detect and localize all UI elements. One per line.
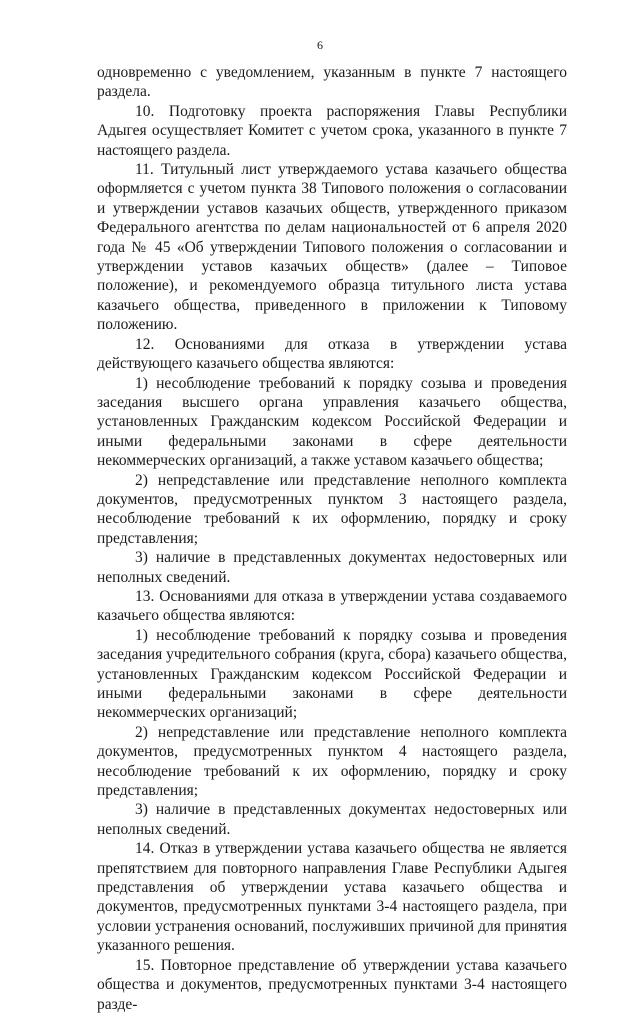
paragraph-item-12-3: 3) наличие в представленных документах недостоверных или неполных сведений. (97, 549, 567, 586)
paragraph-item-11: 11. Титульный лист утверждаемого устава казачьего общества оформляется с учетом пункта 38 Типового положения о согласовании и утверждении уставов казачьих обществ, утвержденного приказом Федерального агентства по делам национальностей от 6 апреля 2020 года № 45 «Об утверждении Типового положения о согласовании и утверждении уставов казачьих обществ» (далее – Типовое положение), и рекомендуемого образца титульного листа устава казачьего общества, приведенного в приложении к Типовому положению. (97, 161, 567, 334)
paragraph-item-10: 10. Подготовку проекта распоряжения Главы Республики Адыгея осуществляет Комитет с учетом срока, указанного в пункте 7 настоящего раздела. (97, 102, 567, 159)
paragraph-continuation: одновременно с уведомлением, указанным в пункте 7 настоящего раздела. (97, 64, 567, 101)
paragraph-item-14: 14. Отказ в утверждении устава казачьего общества не является препятствием для повторного направления Главе Республики Адыгея представления об утверждении устава казачьего общества и документов, предусмотренных пунктами 3-4 настоящего раздела, при условии устранения оснований, послуживших причиной для принятия указанного решения. (97, 840, 567, 955)
paragraph-item-12-2: 2) непредставление или представление неполного комплекта документов, предусмотренных пунктом 3 настоящего раздела, несоблюдение требований к их оформлению, порядку и сроку представления; (97, 471, 567, 547)
paragraph-item-12-1: 1) несоблюдение требований к порядку созыва и проведения заседания высшего органа управления казачьего общества, установленных Гражданским кодексом Российской Федерации и иными федеральными законами в сфере деятельности некоммерческих организаций, а также уставом казачьего общества; (97, 374, 567, 470)
paragraph-item-15: 15. Повторное представление об утверждении устава казачьего общества и документов, предусмотренных пунктами 3-4 настоящего разде- (97, 956, 567, 1013)
paragraph-item-13-2: 2) непредставление или представление неполного комплекта документов, предусмотренных пунктом 4 настоящего раздела, несоблюдение требований к их оформлению, порядку и сроку представления; (97, 723, 567, 800)
page-number: 6 (317, 38, 323, 52)
paragraph-item-13: 13. Основаниями для отказа в утверждении устава создаваемого казачьего общества являются: (97, 587, 567, 625)
paragraph-item-13-3: 3) наличие в представленных документах недостоверных или неполных сведений. (97, 801, 567, 838)
paragraph-item-12: 12. Основаниями для отказа в утверждении устава действующего казачьего общества являются: (97, 335, 567, 373)
document-body (97, 63, 567, 1014)
paragraph-item-13-1: 1) несоблюдение требований к порядку созыва и проведения заседания учредительного собрания (круга, сбора) казачьего общества, установленных Гражданским кодексом Российской Федерации и иными федеральными законами в сфере деятельности некоммерческих организаций; (97, 626, 567, 722)
